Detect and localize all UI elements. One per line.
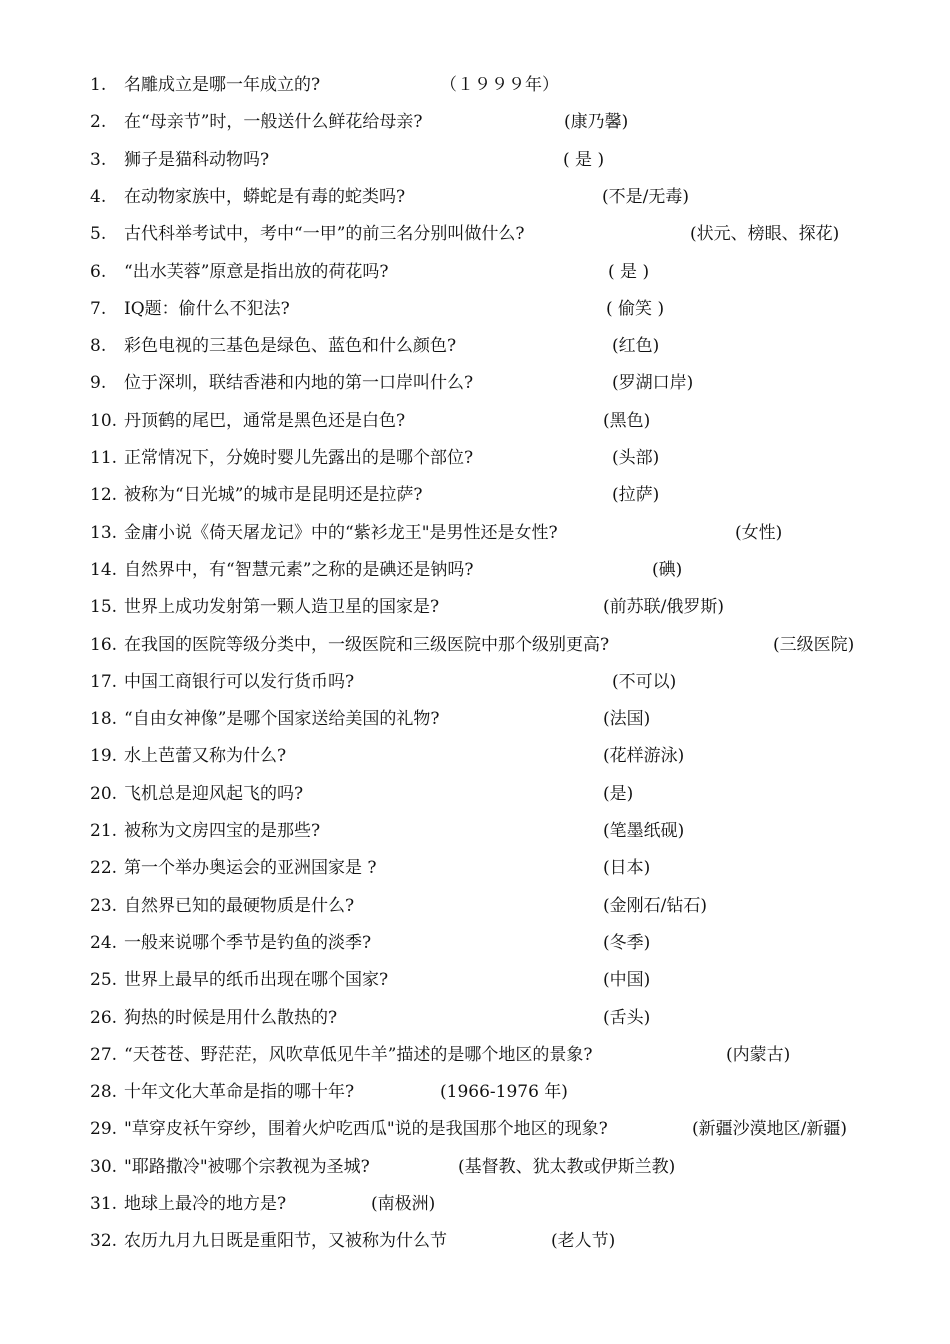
item-question: 自然界已知的最硬物质是什么? — [124, 895, 355, 916]
quiz-item — [0, 257, 950, 287]
item-answer: (1966-1976 年) — [440, 1082, 568, 1103]
item-answer: (笔墨纸砚) — [603, 821, 685, 841]
quiz-item — [0, 1226, 950, 1256]
item-question: 中国工商银行可以发行货币吗? — [124, 671, 355, 692]
item-question: 十年文化大革命是指的哪十年? — [124, 1082, 355, 1103]
item-number: 14. — [90, 559, 118, 580]
quiz-item — [0, 555, 950, 585]
item-question: 古代科举考试中，考中“一甲”的前三名分别叫做什么? — [124, 224, 525, 245]
quiz-item — [0, 1077, 950, 1107]
item-number: 19. — [90, 746, 118, 767]
item-question: 丹顶鹤的尾巴，通常是黑色还是白色? — [124, 410, 406, 431]
item-question: 地球上最冷的地方是? — [124, 1194, 287, 1214]
item-number: 18. — [90, 709, 118, 730]
item-question: 被称为“日光城”的城市是昆明还是拉萨? — [124, 485, 423, 506]
item-answer: (基督教、犹太教或伊斯兰教) — [458, 1156, 676, 1177]
item-number: 24. — [90, 932, 118, 953]
item-answer: (拉萨) — [612, 485, 660, 506]
item-number: 15. — [90, 597, 118, 618]
quiz-item — [0, 965, 950, 995]
quiz-item — [0, 667, 950, 697]
item-question: "草穿皮袄午穿纱，围着火炉吃西瓜"说的是我国那个地区的现象? — [124, 1119, 608, 1140]
quiz-item — [0, 406, 950, 436]
quiz-item — [0, 853, 950, 883]
item-question: 在“母亲节”时，一般送什么鲜花给母亲? — [124, 112, 423, 133]
item-number: 30. — [90, 1156, 118, 1177]
item-number: 1. — [90, 75, 107, 95]
item-answer: (头部) — [612, 448, 660, 468]
item-answer: (冬季) — [603, 932, 651, 953]
item-number: 29. — [90, 1119, 118, 1140]
item-number: 16. — [90, 634, 118, 655]
item-answer: (法国) — [603, 709, 651, 730]
quiz-item — [0, 182, 950, 212]
quiz-item — [0, 816, 950, 846]
item-answer: ( 是 ) — [563, 149, 605, 170]
quiz-item — [0, 779, 950, 809]
item-question: “天苍苍、野茫茫，风吹草低见牛羊”描述的是哪个地区的景象? — [124, 1044, 593, 1065]
item-number: 8. — [90, 336, 107, 357]
quiz-item — [0, 741, 950, 771]
quiz-item — [0, 630, 950, 660]
item-answer: (前苏联/俄罗斯) — [603, 597, 724, 618]
item-number: 25. — [90, 970, 118, 991]
item-answer: (康乃馨) — [564, 112, 629, 133]
item-question: 第一个举办奥运会的亚洲国家是 ? — [124, 858, 377, 879]
item-question: 自然界中，有“智慧元素”之称的是碘还是钠吗? — [124, 559, 474, 580]
item-number: 23. — [90, 895, 118, 916]
item-question: 狗热的时候是用什么散热的? — [124, 1007, 338, 1028]
item-answer: (新疆沙漠地区/新疆) — [692, 1119, 847, 1140]
item-number: 28. — [90, 1082, 118, 1103]
item-question: 狮子是猫科动物吗? — [124, 149, 270, 170]
item-question: IQ题：偷什么不犯法? — [124, 298, 290, 319]
item-answer: (舌头) — [603, 1007, 651, 1028]
item-number: 9. — [90, 373, 107, 394]
item-answer: (内蒙古) — [726, 1044, 791, 1065]
item-answer: (花样游泳) — [603, 746, 685, 767]
item-answer: ( 是 ) — [608, 261, 650, 282]
quiz-item — [0, 1152, 950, 1182]
item-question: “出水芙蓉”原意是指出放的荷花吗? — [124, 261, 389, 282]
item-answer: (是) — [603, 783, 634, 804]
quiz-item — [0, 294, 950, 324]
item-answer: (不是/无毒) — [602, 186, 689, 207]
item-number: 22. — [90, 858, 118, 879]
item-question: 位于深圳，联结香港和内地的第一口岸叫什么? — [124, 373, 474, 394]
quiz-item — [0, 1189, 950, 1219]
item-question: 正常情况下，分娩时婴儿先露出的是哪个部位? — [124, 448, 474, 468]
item-answer: (罗湖口岸) — [612, 373, 694, 394]
item-number: 5. — [90, 224, 107, 245]
item-answer: (南极洲) — [371, 1194, 436, 1214]
item-answer: (三级医院) — [773, 634, 855, 655]
item-question: 彩色电视的三基色是绿色、蓝色和什么颜色? — [124, 336, 457, 357]
item-number: 6. — [90, 261, 107, 282]
quiz-item — [0, 1003, 950, 1033]
item-number: 13. — [90, 522, 118, 543]
item-number: 21. — [90, 821, 118, 841]
item-number: 12. — [90, 485, 118, 506]
item-answer: (金刚石/钻石) — [603, 895, 707, 916]
item-number: 27. — [90, 1044, 118, 1065]
quiz-item — [0, 1114, 950, 1144]
quiz-item — [0, 368, 950, 398]
quiz-item — [0, 518, 950, 548]
quiz-item — [0, 480, 950, 510]
item-question: 世界上最早的纸币出现在哪个国家? — [124, 970, 389, 991]
item-answer: (不可以) — [612, 671, 677, 692]
item-question: 金庸小说《倚天屠龙记》中的“紫衫龙王"是男性还是女性? — [124, 522, 558, 543]
item-answer: (碘) — [652, 559, 683, 580]
item-question: 一般来说哪个季节是钓鱼的淡季? — [124, 932, 372, 953]
item-answer: （１９９９年） — [440, 75, 559, 95]
item-answer: ( 偷笑 ) — [606, 298, 665, 319]
item-number: 2. — [90, 112, 107, 133]
item-question: 名雕成立是哪一年成立的? — [124, 75, 321, 95]
quiz-item — [0, 928, 950, 958]
item-number: 10. — [90, 410, 118, 431]
item-answer: (女性) — [735, 522, 783, 543]
item-question: 水上芭蕾又称为什么? — [124, 746, 287, 767]
quiz-item — [0, 145, 950, 175]
quiz-item — [0, 107, 950, 137]
item-number: 11. — [90, 448, 118, 468]
item-number: 7. — [90, 298, 107, 319]
quiz-item — [0, 704, 950, 734]
item-question: 农历九月九日既是重阳节，又被称为什么节 — [124, 1231, 447, 1252]
item-answer: (黑色) — [603, 410, 651, 431]
item-number: 4. — [90, 186, 107, 207]
item-question: 飞机总是迎风起飞的吗? — [124, 783, 304, 804]
quiz-item — [0, 891, 950, 921]
item-answer: (中国) — [603, 970, 651, 991]
item-answer: (红色) — [612, 336, 660, 357]
item-answer: (日本) — [603, 858, 651, 879]
item-number: 3. — [90, 149, 107, 170]
quiz-item — [0, 331, 950, 361]
item-number: 20. — [90, 783, 118, 804]
item-question: "耶路撒冷"被哪个宗教视为圣城? — [124, 1156, 370, 1177]
item-number: 31. — [90, 1194, 118, 1214]
item-number: 32. — [90, 1231, 118, 1252]
quiz-item — [0, 219, 950, 249]
item-question: 世界上成功发射第一颗人造卫星的国家是? — [124, 597, 440, 618]
item-answer: (状元、榜眼、探花) — [690, 224, 840, 245]
item-question: 被称为文房四宝的是那些? — [124, 821, 321, 841]
quiz-item — [0, 1040, 950, 1070]
quiz-item — [0, 70, 950, 100]
quiz-item — [0, 592, 950, 622]
item-number: 17. — [90, 671, 118, 692]
item-question: 在我国的医院等级分类中，一级医院和三级医院中那个级别更高? — [124, 634, 610, 655]
item-question: 在动物家族中，蟒蛇是有毒的蛇类吗? — [124, 186, 406, 207]
item-question: “自由女神像”是哪个国家送给美国的礼物? — [124, 709, 440, 730]
item-number: 26. — [90, 1007, 118, 1028]
quiz-item — [0, 443, 950, 473]
item-answer: (老人节) — [551, 1231, 616, 1252]
